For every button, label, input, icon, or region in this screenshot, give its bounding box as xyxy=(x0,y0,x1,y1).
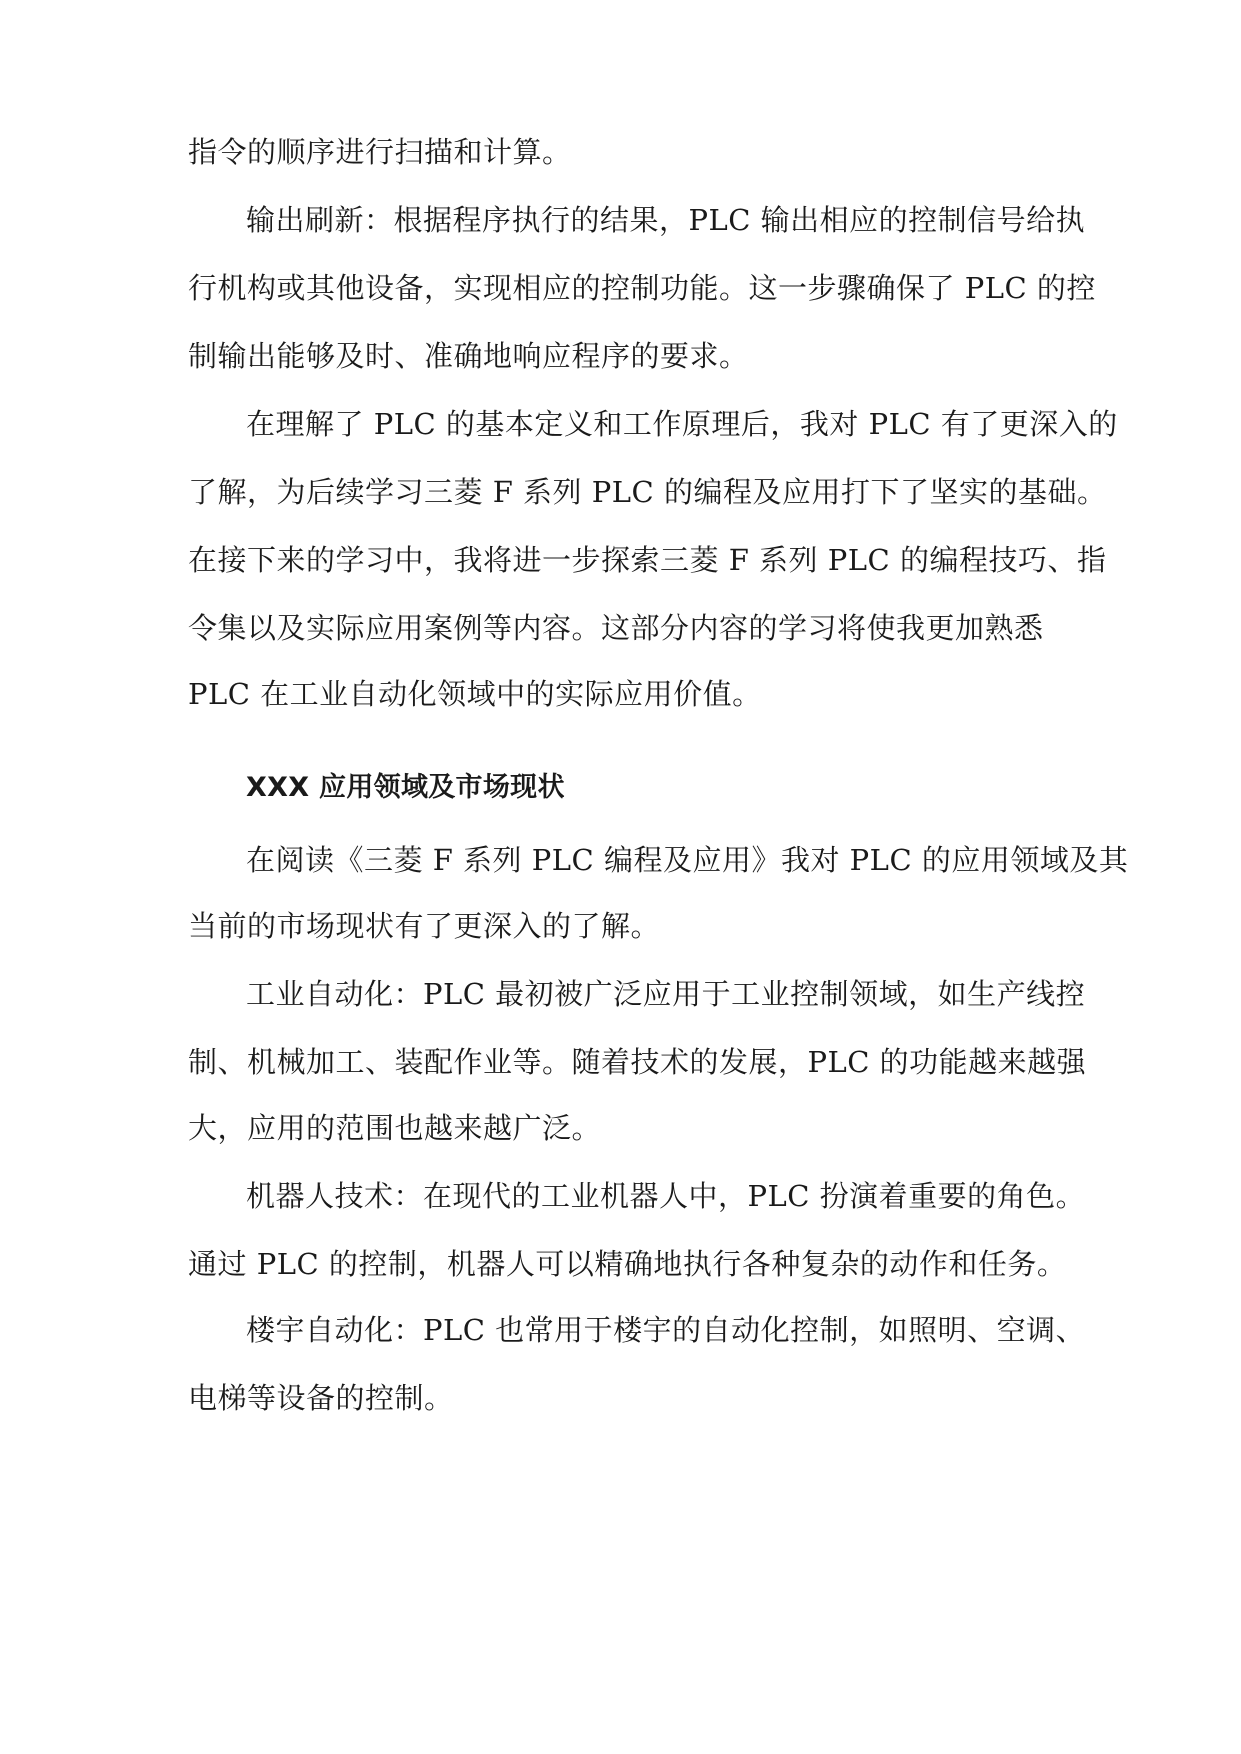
paragraph-line: PLC 在工业自动化领域中的实际应用价值。 xyxy=(188,677,762,711)
paragraph-line: 行机构或其他设备，实现相应的控制功能。这一步骤确保了 PLC 的控 xyxy=(188,271,1096,305)
paragraph-line: 指令的顺序进行扫描和计算。 xyxy=(188,135,572,169)
paragraph-line: 在阅读《三菱 F 系列 PLC 编程及应用》我对 PLC 的应用领域及其 xyxy=(246,843,1129,877)
paragraph-line: 电梯等设备的控制。 xyxy=(188,1381,454,1415)
paragraph-line: 楼宇自动化：PLC 也常用于楼宇的自动化控制，如照明、空调、 xyxy=(246,1313,1086,1347)
paragraph-line: 通过 PLC 的控制，机器人可以精确地执行各种复杂的动作和任务。 xyxy=(188,1247,1067,1281)
paragraph-line: 令集以及实际应用案例等内容。这部分内容的学习将使我更加熟悉 xyxy=(188,611,1044,645)
paragraph-line: 制输出能够及时、准确地响应程序的要求。 xyxy=(188,339,749,373)
paragraph-line: 在接下来的学习中，我将进一步探索三菱 F 系列 PLC 的编程技巧、指 xyxy=(188,543,1107,577)
paragraph-line: 大，应用的范围也越来越广泛。 xyxy=(188,1111,602,1145)
section-heading: XXX 应用领域及市场现状 xyxy=(246,772,565,803)
paragraph-line: 制、机械加工、装配作业等。随着技术的发展，PLC 的功能越来越强 xyxy=(188,1045,1087,1079)
paragraph-line: 输出刷新：根据程序执行的结果，PLC 输出相应的控制信号给执 xyxy=(246,203,1086,237)
paragraph-line: 机器人技术：在现代的工业机器人中，PLC 扮演着重要的角色。 xyxy=(246,1179,1086,1213)
paragraph-line: 在理解了 PLC 的基本定义和工作原理后，我对 PLC 有了更深入的 xyxy=(246,407,1118,441)
paragraph-line: 工业自动化：PLC 最初被广泛应用于工业控制领域，如生产线控 xyxy=(246,977,1086,1011)
paragraph-line: 当前的市场现状有了更深入的了解。 xyxy=(188,909,661,943)
paragraph-line: 了解，为后续学习三菱 F 系列 PLC 的编程及应用打下了坚实的基础。 xyxy=(188,475,1107,509)
